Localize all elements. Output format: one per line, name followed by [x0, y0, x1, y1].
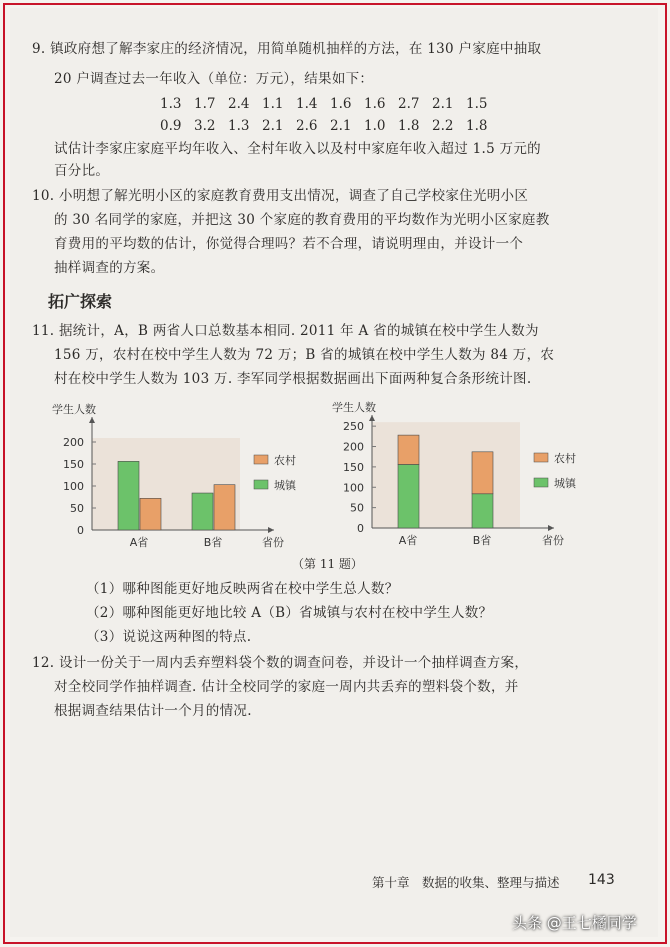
q10-line2: 的 30 名同学的家庭，并把这 30 个家庭的教育费用的平均数作为光明小区家庭教: [54, 212, 550, 228]
bar-城镇: [118, 461, 139, 530]
q11-line2: 156 万，农村在校中学生人数为 72 万；B 省的城镇在校中学生人数为 84 万，农: [54, 347, 555, 363]
income-value: 1.4: [296, 96, 318, 112]
bar-城镇: [192, 493, 213, 530]
y-tick-label: 100: [343, 481, 364, 495]
income-value: 2.1: [330, 118, 352, 134]
legend-label: 城镇: [554, 477, 576, 490]
q11-sub2: （2）哪种图能更好地比较 A（B）省城镇与农村在校中学生人数？: [86, 605, 493, 621]
y-tick-label: 200: [343, 440, 364, 454]
q9-line3: 试估计李家庄家庭平均年收入、全村年收入以及村中家庭年收入超过 1.5 万元的: [54, 141, 541, 157]
bar-农村: [140, 498, 161, 530]
legend-label: 农村: [554, 452, 576, 465]
x-axis-arrow: [548, 525, 554, 531]
income-value: 1.3: [160, 96, 182, 112]
y-tick-label: 200: [63, 436, 84, 449]
stacked-bar-城镇: [398, 464, 419, 528]
q9-line4: 百分比。: [54, 163, 110, 179]
bar-农村: [214, 485, 235, 530]
q11-sub3: （3）说说这两种图的特点.: [86, 629, 252, 645]
x-axis-arrow: [268, 527, 274, 533]
y-axis-arrow: [89, 417, 95, 423]
legend-swatch-农村: [534, 453, 548, 462]
income-value: 2.1: [262, 118, 284, 134]
y-tick-label: 100: [63, 480, 84, 493]
plot-background: [372, 422, 520, 528]
q10-line4: 抽样调查的方案。: [54, 260, 165, 276]
grouped-bar-chart: [40, 403, 330, 553]
income-value: 1.7: [194, 96, 216, 112]
q11-line3: 村在校中学生人数为 103 万. 李军同学根据数据画出下面两种复合条形统计图.: [54, 371, 532, 387]
y-tick-label: 150: [343, 460, 364, 474]
watermark: 头条 @王七橘同学: [512, 914, 637, 932]
income-value: 1.5: [466, 96, 488, 112]
q9-line1: 9. 镇政府想了解李家庄的经济情况，用简单随机抽样的方法，在 130 户家庭中抽取: [32, 41, 542, 57]
y-axis-label: 学生人数: [52, 403, 96, 416]
legend-swatch-城镇: [534, 478, 548, 487]
stacked-bar-chart: [320, 401, 610, 553]
q10-line3: 育费用的平均数的估计，你觉得合理吗？若不合理，请说明理由，并设计一个: [54, 236, 524, 252]
income-value: 1.6: [330, 96, 352, 112]
x-tick-label: A省: [129, 536, 149, 549]
legend-swatch-城镇: [254, 480, 268, 489]
y-tick-label: 150: [63, 458, 84, 471]
income-value: 2.4: [228, 96, 250, 112]
q9-data-row-1: [160, 96, 500, 112]
x-tick-label: B省: [472, 534, 492, 547]
income-value: 2.6: [296, 118, 318, 134]
q12-line2: 对全校同学作抽样调查. 估计全校同学的家庭一周内共丢弃的塑料袋个数，并: [54, 679, 519, 695]
y-tick-label: 0: [77, 524, 84, 537]
chapter-footer: 第十章 数据的收集、整理与描述: [372, 875, 560, 890]
y-axis-label: 学生人数: [332, 401, 376, 414]
income-value: 1.8: [398, 118, 420, 134]
income-value: 3.2: [194, 118, 216, 134]
stacked-bar-城镇: [472, 494, 493, 528]
income-value: 1.1: [262, 96, 284, 112]
q11-line1: 11. 据统计，A，B 两省人口总数基本相同. 2011 年 A 省的城镇在校中学生人数为: [32, 323, 539, 339]
income-value: 2.7: [398, 96, 420, 112]
x-tick-label: A省: [398, 534, 418, 547]
q12-line3: 根据调查结果估计一个月的情况.: [54, 703, 252, 719]
legend-swatch-农村: [254, 455, 268, 464]
income-value: 1.6: [364, 96, 386, 112]
y-tick-label: 250: [343, 420, 364, 434]
income-value: 1.3: [228, 118, 250, 134]
y-tick-label: 50: [70, 502, 84, 515]
q11-sub1: （1）哪种图能更好地反映两省在校中学生总人数？: [86, 581, 399, 597]
x-tick-label: B省: [203, 536, 223, 549]
y-tick-label: 0: [357, 522, 364, 535]
textbook-page: [10, 8, 658, 937]
income-value: 0.9: [160, 118, 182, 134]
income-value: 1.8: [466, 118, 488, 134]
stacked-bar-农村: [398, 435, 419, 464]
income-value: 1.0: [364, 118, 386, 134]
page-number: 143: [588, 872, 615, 888]
legend-label: 城镇: [274, 479, 296, 492]
section-heading: 拓广探索: [48, 292, 113, 311]
income-value: 2.2: [432, 118, 454, 134]
q10-line1: 10. 小明想了解光明小区的家庭教育费用支出情况，调查了自己学校家住光明小区: [32, 188, 529, 204]
income-value: 2.1: [432, 96, 454, 112]
stacked-bar-农村: [472, 452, 493, 494]
figure-caption: （第 11 题）: [292, 557, 363, 571]
y-tick-label: 50: [350, 501, 364, 515]
x-axis-label: 省份: [542, 534, 564, 547]
x-axis-label: 省份: [262, 536, 284, 549]
q9-line2: 20 户调查过去一年收入（单位：万元），结果如下：: [54, 71, 374, 87]
y-axis-arrow: [369, 415, 375, 421]
q12-line1: 12. 设计一份关于一周内丢弃塑料袋个数的调查问卷，并设计一个抽样调查方案，: [32, 655, 529, 671]
q9-data-row-2: [160, 118, 500, 134]
legend-label: 农村: [274, 454, 296, 467]
